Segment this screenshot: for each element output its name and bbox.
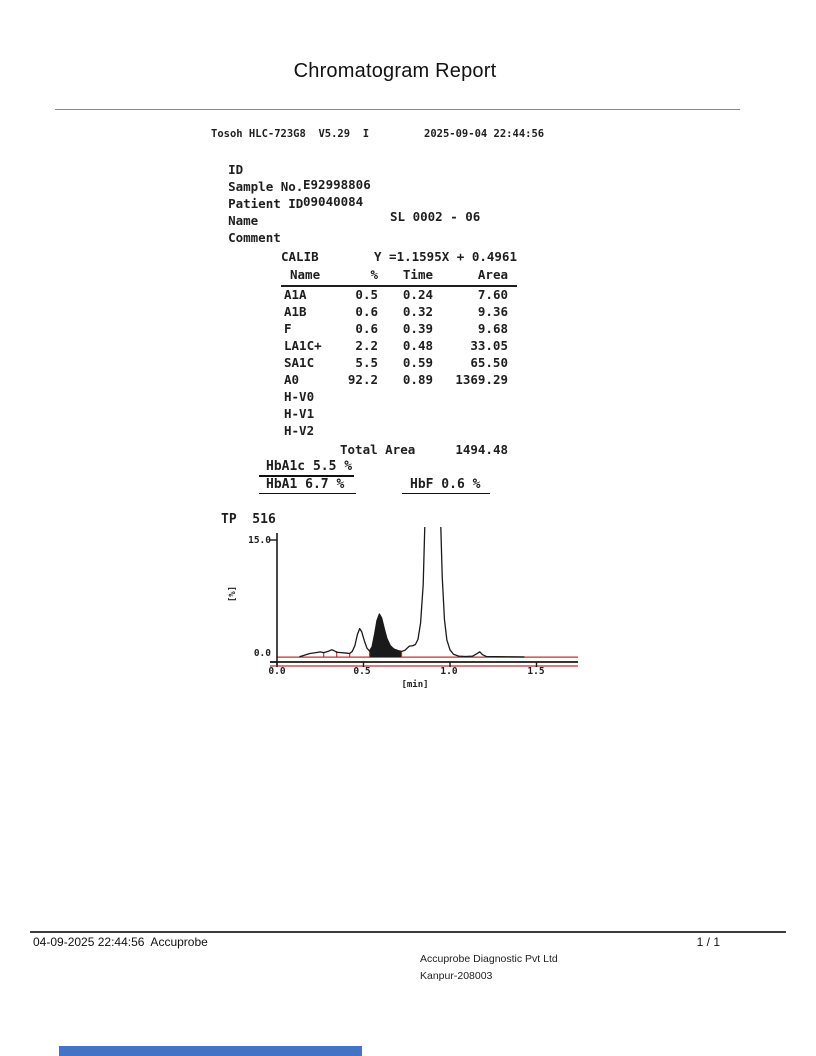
table-row — [281, 321, 521, 338]
cell-time: 0.89 — [402, 372, 433, 387]
calib-label: CALIB — [281, 249, 319, 264]
field-value: E92998806 — [303, 177, 371, 192]
page-title: Chromatogram Report — [293, 60, 497, 82]
field-extra: SL 0002 - 06 — [390, 209, 481, 224]
cell-name: F — [284, 321, 292, 336]
field-row-patient-id — [213, 181, 304, 211]
table-row — [281, 423, 521, 440]
y-axis-tick-zero: 0.0 — [253, 648, 271, 659]
x-axis-unit-label: [min] — [401, 680, 429, 690]
page-number: 1 / 1 — [696, 935, 720, 949]
company-name: Accuprobe Diagnostic Pvt Ltd — [420, 953, 558, 965]
company-city: Kanpur-208003 — [420, 970, 493, 982]
table-row — [281, 389, 521, 406]
table-row — [281, 406, 521, 423]
col-header-time: Time — [402, 267, 433, 282]
cell-pct: 0.6 — [355, 304, 378, 319]
result-hba1: HbA1 6.7 % — [259, 477, 356, 494]
cell-name: SA1C — [284, 355, 315, 370]
cell-name: H-V2 — [284, 423, 315, 438]
instrument-model: Tosoh HLC-723G8 V5.29 I — [211, 128, 370, 140]
cell-area: 65.50 — [470, 355, 508, 370]
cell-name: A0 — [284, 372, 300, 387]
table-row — [281, 287, 521, 304]
col-header-name: Name — [290, 267, 321, 282]
y-axis-unit-label: [%] — [228, 585, 239, 603]
cell-pct: 0.5 — [355, 287, 378, 302]
cell-pct: 2.2 — [355, 338, 378, 353]
calib-column-headers — [281, 267, 521, 284]
table-row — [281, 338, 521, 355]
cell-time: 0.32 — [402, 304, 433, 319]
cell-area: 33.05 — [470, 338, 508, 353]
table-row — [281, 355, 521, 372]
field-label: Comment — [228, 230, 281, 245]
footer-datetime-org: 04-09-2025 22:44:56 Accuprobe — [33, 935, 208, 949]
cell-time: 0.48 — [402, 338, 433, 353]
field-row-comment — [213, 215, 281, 245]
x-axis-tick: 0.5 — [353, 666, 371, 677]
field-label: Sample No. — [228, 179, 304, 194]
col-header-pct: % — [370, 267, 378, 282]
cell-name: H-V1 — [284, 406, 315, 421]
cell-name: LA1C+ — [284, 338, 322, 353]
cell-pct: 5.5 — [355, 355, 378, 370]
field-label: ID — [228, 162, 244, 177]
cell-pct: 92.2 — [347, 372, 378, 387]
result-hba1c: HbA1c 5.5 % — [259, 459, 354, 477]
cell-name: A1A — [284, 287, 307, 302]
cell-pct: 0.6 — [355, 321, 378, 336]
cell-area: 7.60 — [477, 287, 508, 302]
field-row-name — [213, 198, 259, 228]
field-label: Name — [228, 213, 259, 228]
table-row — [281, 304, 521, 321]
cell-time: 0.24 — [402, 287, 433, 302]
field-value: 09040084 — [303, 194, 364, 209]
cell-time: 0.39 — [402, 321, 433, 336]
bottom-accent-bar — [59, 1046, 362, 1056]
total-peaks-label: TP 516 — [221, 512, 276, 527]
instrument-datetime: 2025-09-04 22:44:56 — [424, 128, 545, 140]
cell-name: H-V0 — [284, 389, 315, 404]
x-axis-tick: 0.0 — [268, 666, 286, 677]
cell-time: 0.59 — [402, 355, 433, 370]
total-area-value: 1494.48 — [455, 442, 508, 457]
y-axis-tick-max: 15.0 — [248, 535, 271, 546]
calib-header-line — [281, 249, 521, 267]
table-row — [281, 372, 521, 389]
calib-equation: Y =1.1595X + 0.4961 — [374, 249, 517, 264]
total-area-row — [281, 442, 521, 459]
calib-table — [281, 249, 521, 459]
cell-area: 9.36 — [477, 304, 508, 319]
x-axis-tick: 1.0 — [440, 666, 458, 677]
cell-area: 9.68 — [477, 321, 508, 336]
result-hbf: HbF 0.6 % — [402, 477, 490, 494]
footer-divider — [30, 931, 786, 933]
cell-name: A1B — [284, 304, 307, 319]
cell-area: 1369.29 — [455, 372, 508, 387]
total-area-label: Total Area — [340, 442, 416, 457]
title-divider — [55, 109, 740, 110]
field-label: Patient ID — [228, 196, 304, 211]
x-axis-tick: 1.5 — [527, 666, 545, 677]
col-header-area: Area — [477, 267, 508, 282]
